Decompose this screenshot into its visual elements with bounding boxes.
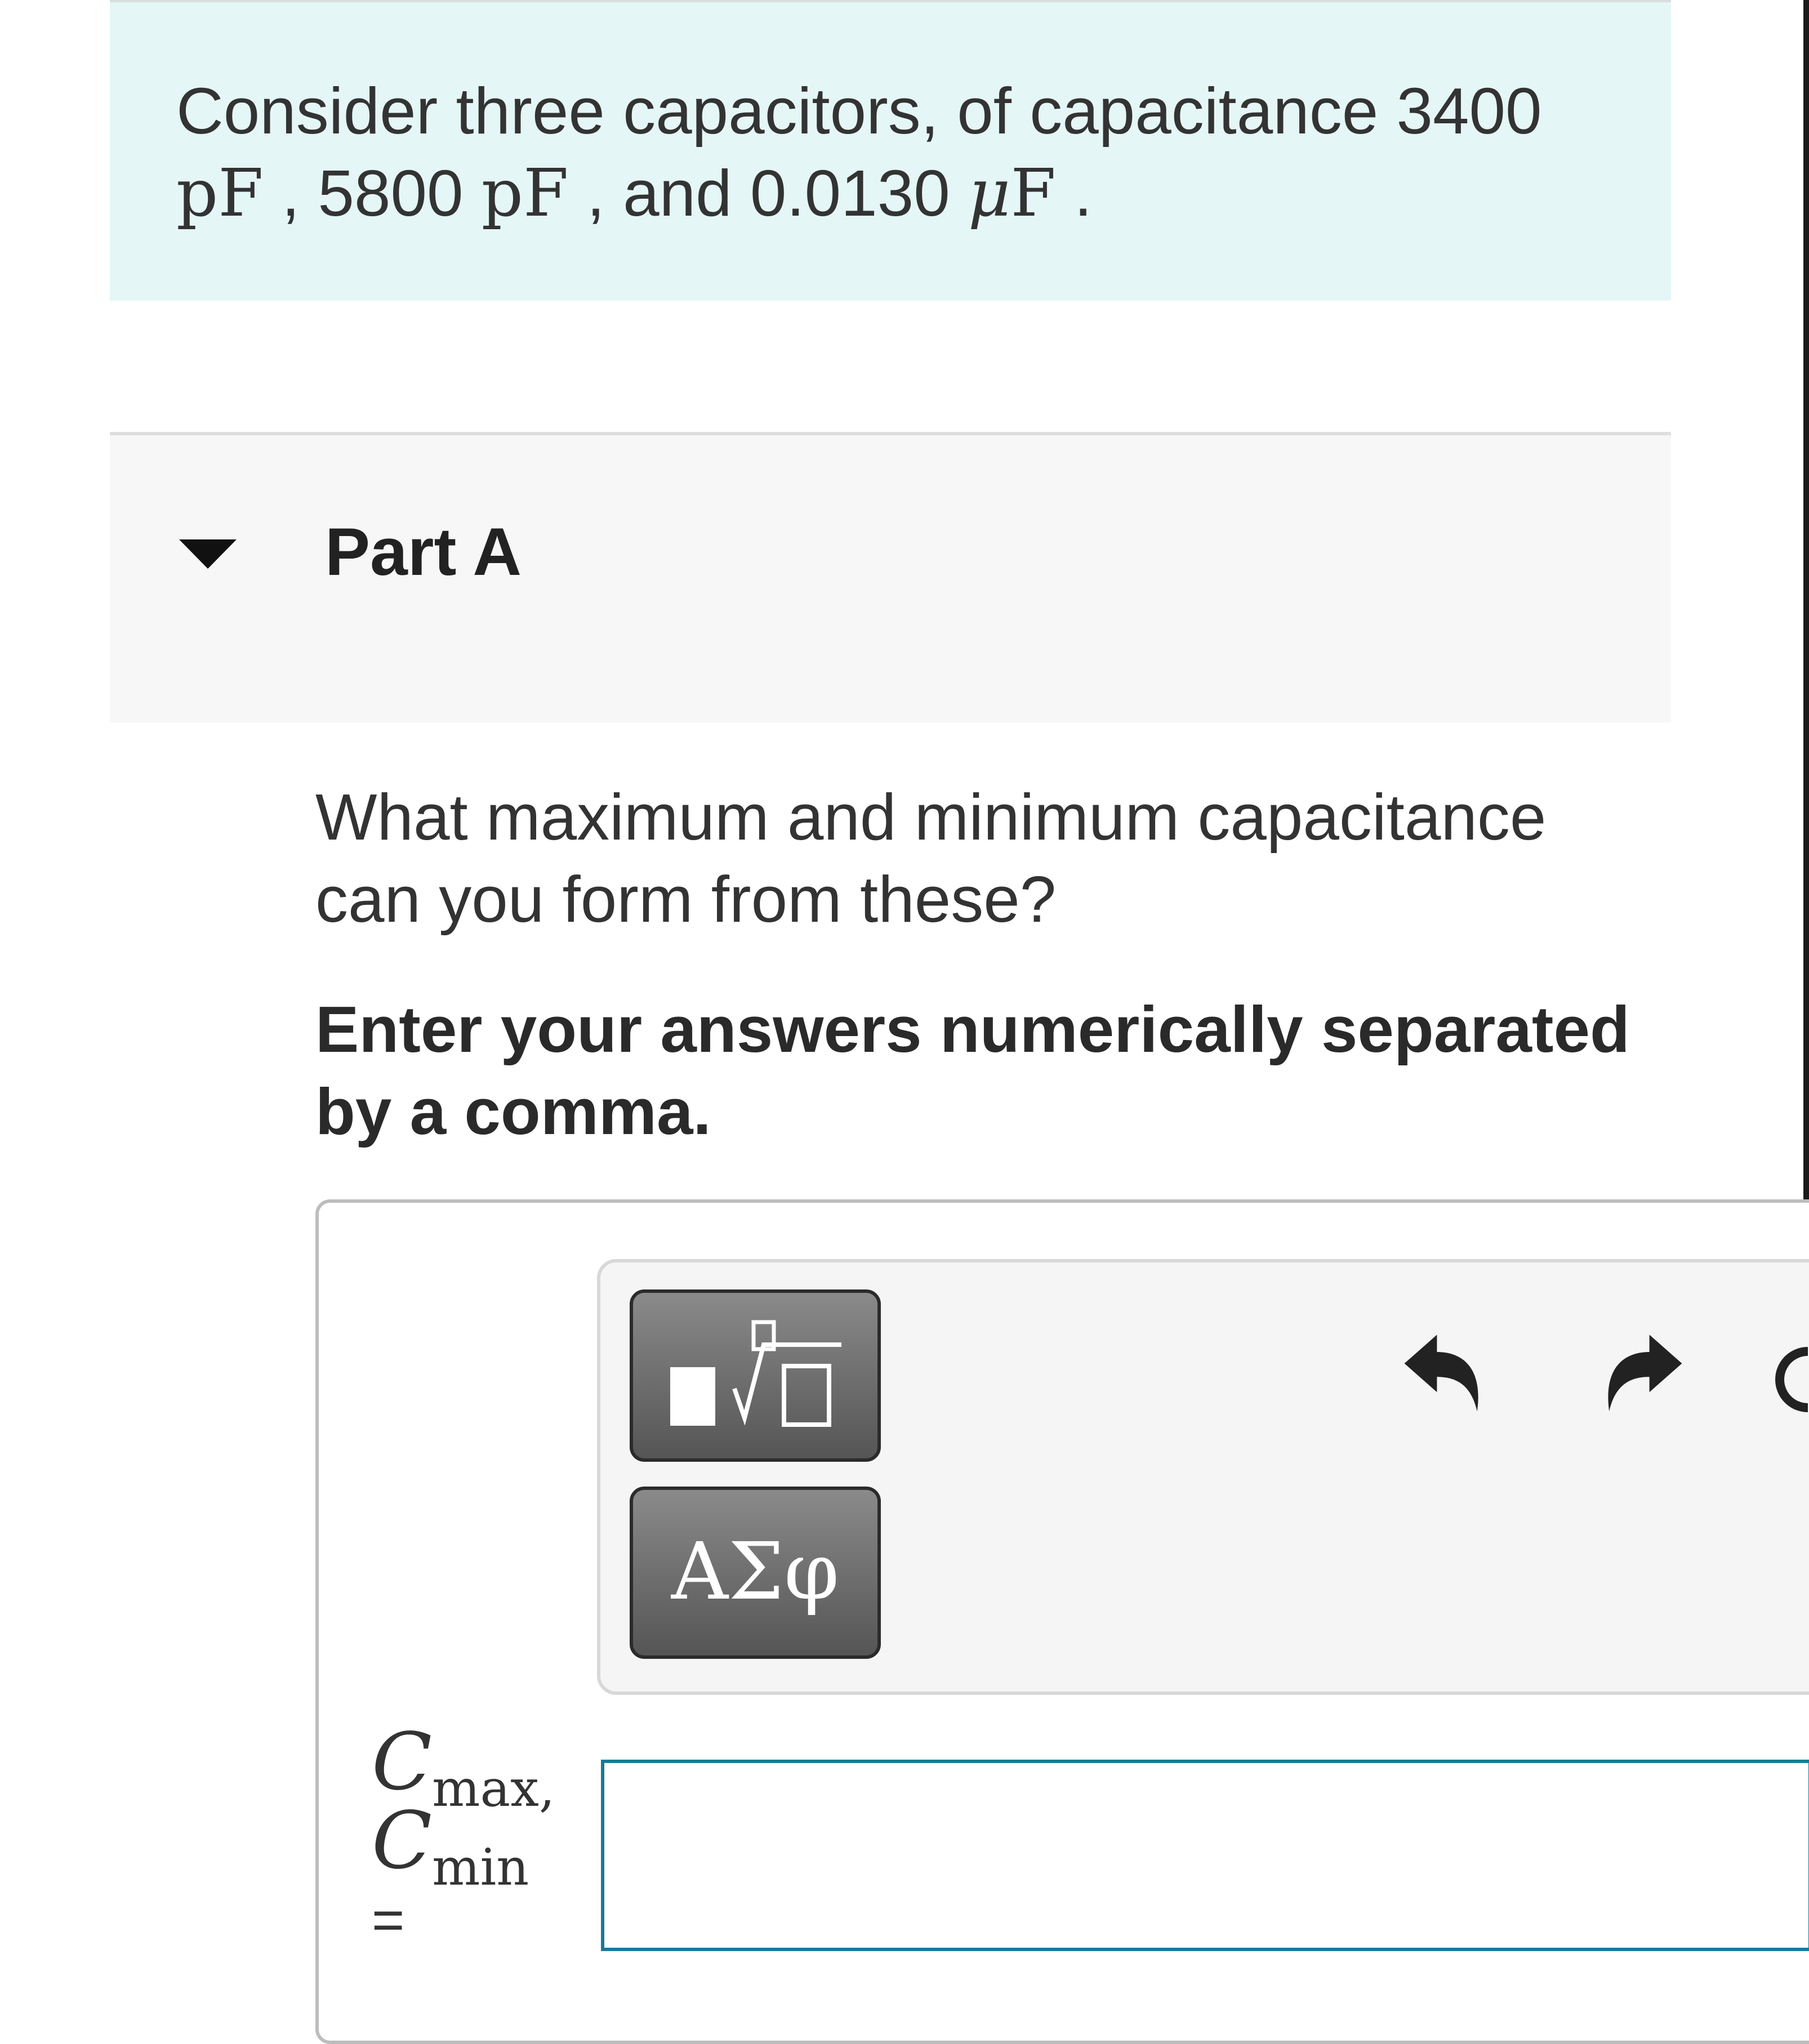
question-text: What maximum and minimum capacitance can you form from these? xyxy=(315,780,1547,936)
symbols-button[interactable] xyxy=(630,1487,881,1659)
caret-down-icon[interactable] xyxy=(179,539,237,569)
problem-intro xyxy=(110,0,1671,301)
redo-icon[interactable] xyxy=(1594,1323,1690,1419)
symbols-label: ΑΣφ xyxy=(671,1526,840,1618)
answer-input[interactable] xyxy=(601,1760,1809,1951)
part-title: Part A xyxy=(325,514,522,590)
answer-instruction: Enter your answers numerically separated by a comma. xyxy=(315,993,1630,1148)
templates-button[interactable] xyxy=(630,1289,881,1462)
answer-label: Cmax, Cmin = xyxy=(372,1716,555,1952)
templates-icon xyxy=(633,1293,877,1458)
problem-statement: Consider three capacitors, of capacitance 3400 pF , 5800 pF , and 0.0130 μF . xyxy=(176,74,1542,231)
undo-icon[interactable] xyxy=(1397,1323,1492,1419)
reset-icon[interactable] xyxy=(1774,1340,1809,1419)
